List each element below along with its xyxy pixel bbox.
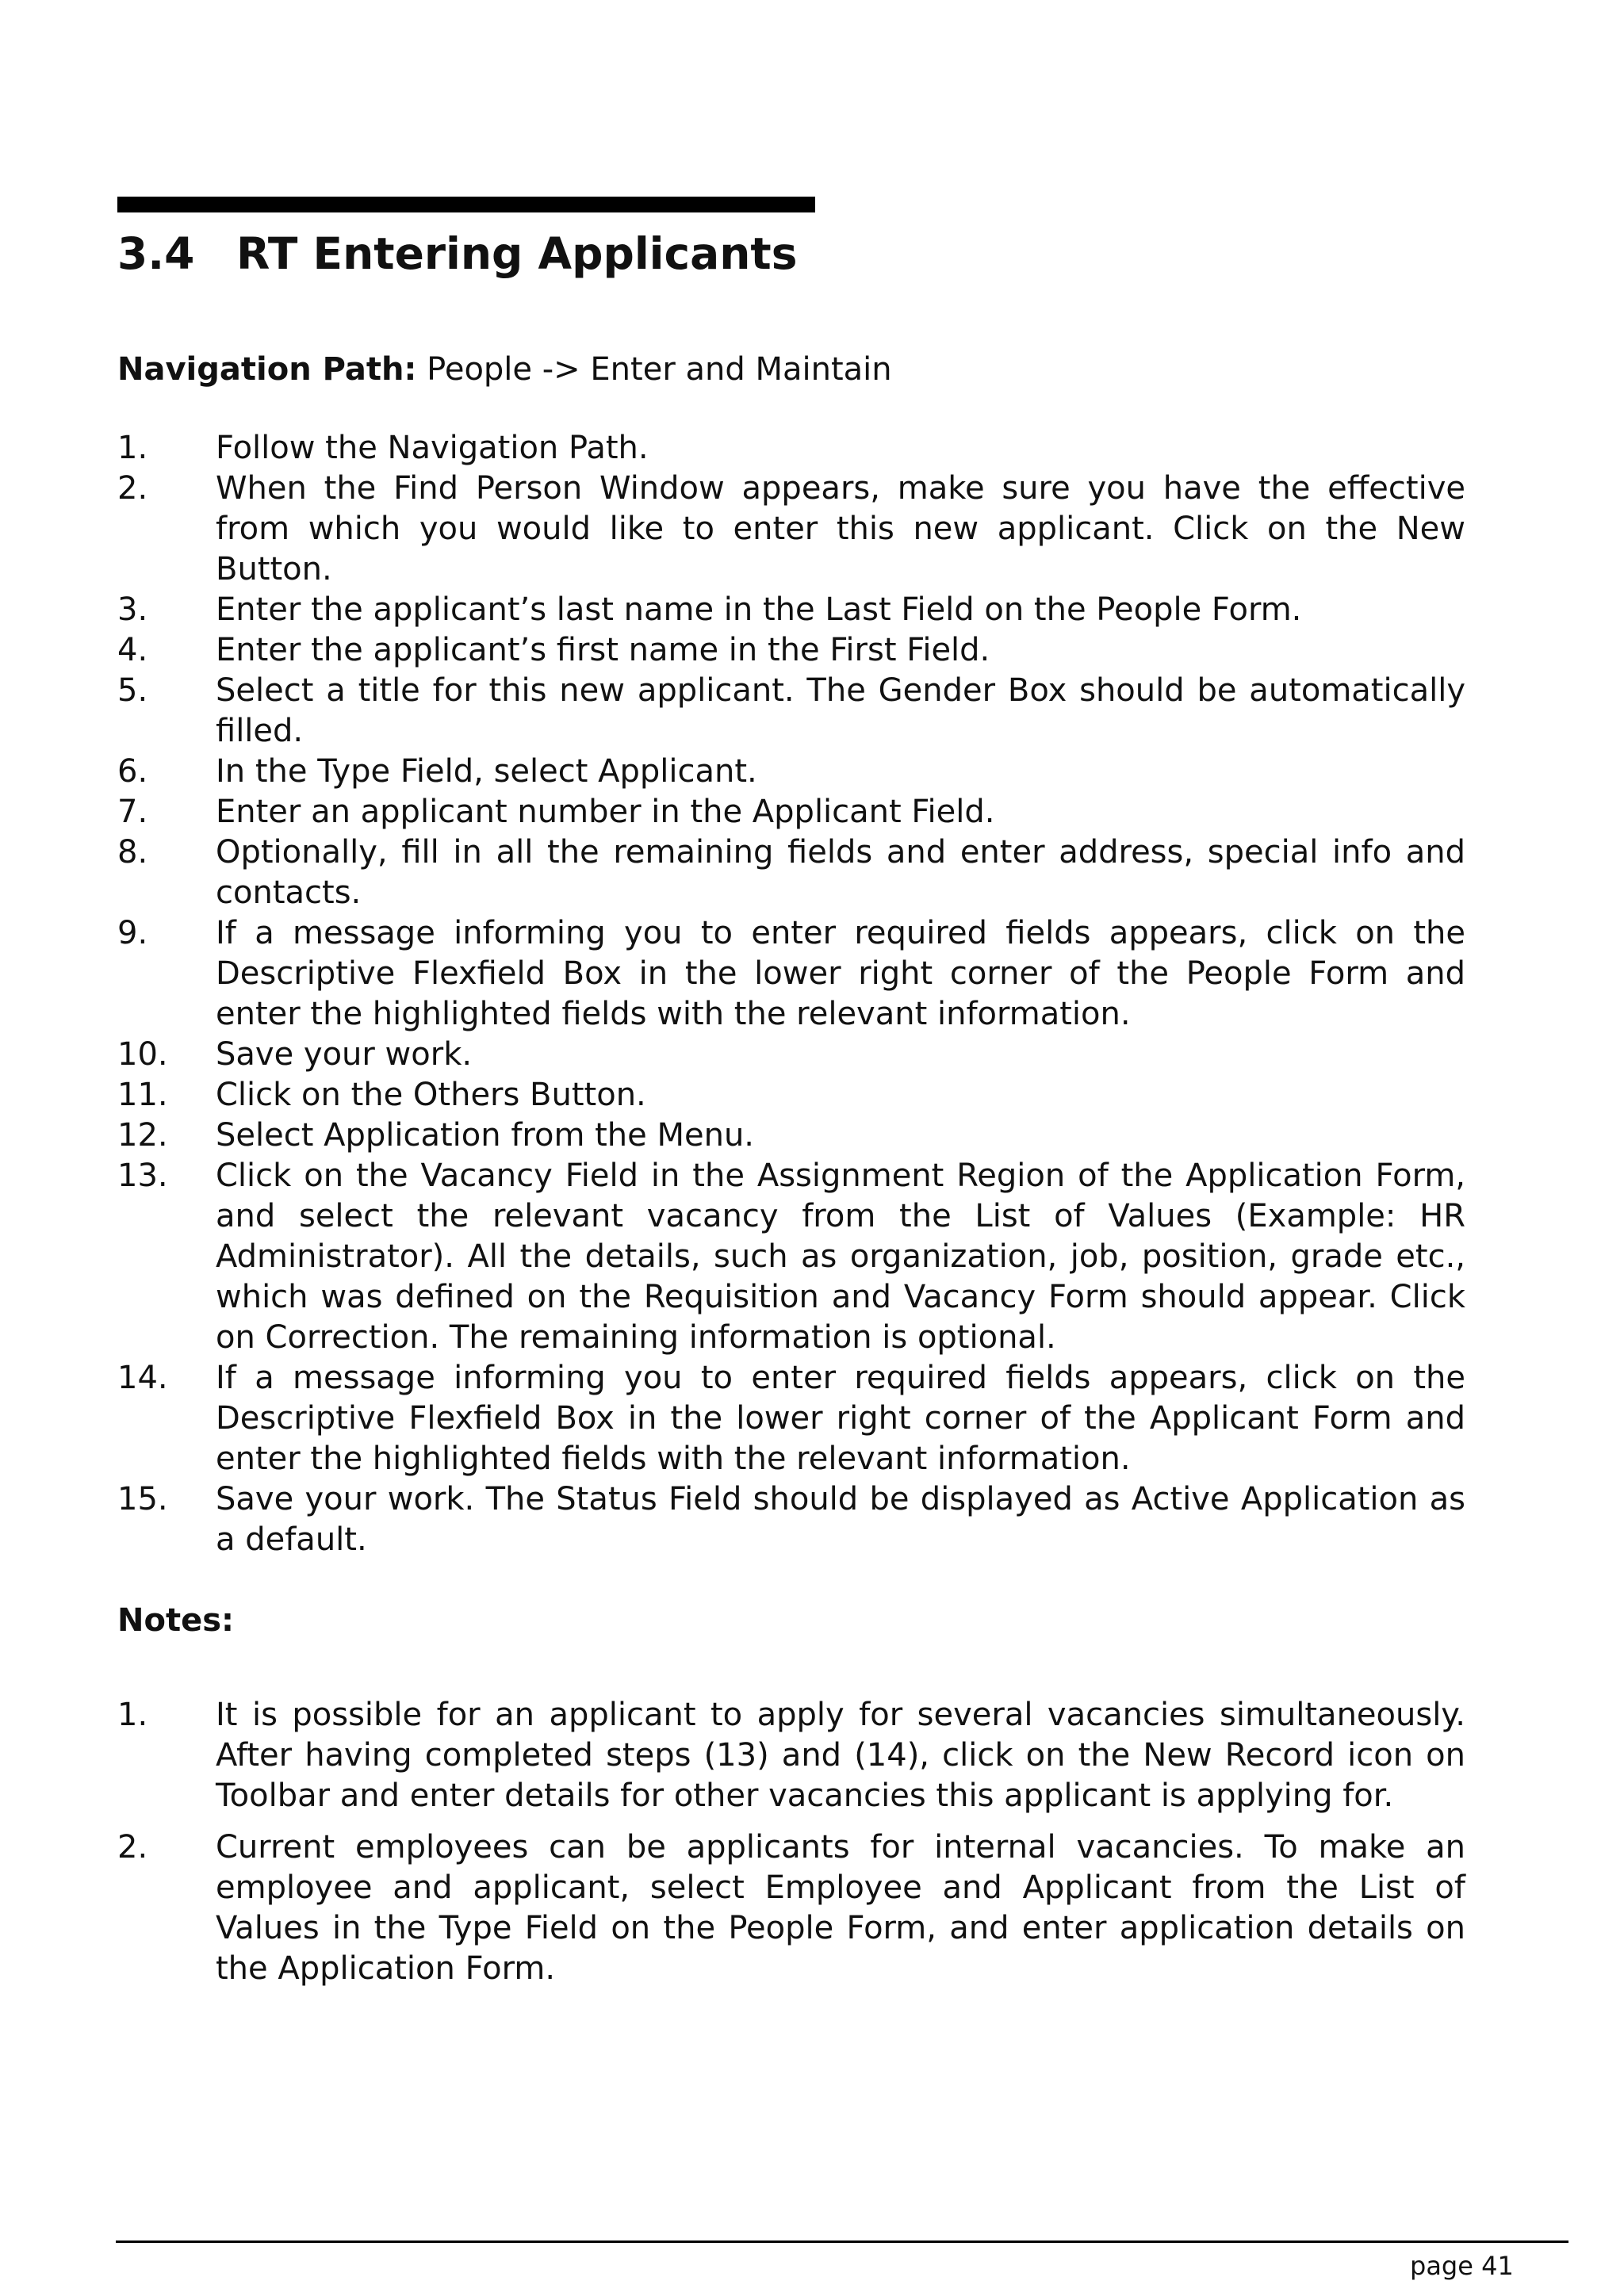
step-text: When the Find Person Window appears, make sure you have the effective from which you would like to enter this new applicant. Click on the New Button. — [216, 470, 1465, 587]
step-item — [117, 1156, 1465, 1358]
step-number: 11. — [117, 1077, 168, 1113]
step-number: 15. — [117, 1481, 168, 1517]
step-item — [117, 752, 1465, 792]
step-text: If a message informing you to enter required fields appears, click on the Descriptive Flexfield Box in the lower right corner of the Applicant Form and enter the highlighted fields with the relevant information. — [216, 1360, 1465, 1477]
step-text: Click on the Vacancy Field in the Assignment Region of the Application Form, and select the relevant vacancy from the List of Values (Example: HR Administrator). All the details, such as organization, job, position, grade etc., which was defined on the Requisition and Vacancy Form should appear. Click on Correction. The remaining information is optional. — [216, 1158, 1465, 1356]
step-text: Select a title for this new applicant. The Gender Box should be automatically filled. — [216, 672, 1465, 749]
step-item — [117, 1115, 1465, 1156]
step-text: Follow the Navigation Path. — [216, 430, 649, 466]
steps-list — [117, 428, 1465, 1560]
step-number: 13. — [117, 1158, 168, 1194]
section-top-rule — [117, 197, 815, 212]
step-item — [117, 1358, 1465, 1479]
step-item — [117, 671, 1465, 752]
step-number: 4. — [117, 632, 148, 668]
step-number: 10. — [117, 1036, 168, 1073]
step-number: 3. — [117, 591, 148, 628]
note-text: Current employees can be applicants for internal vacancies. To make an employee and applicant, select Employee and Applicant from the List of Values in the Type Field on the People Form, and enter application details on the Application Form. — [216, 1829, 1465, 1987]
step-number: 7. — [117, 794, 148, 830]
step-item — [117, 590, 1465, 630]
step-text: Enter the applicant’s first name in the First Field. — [216, 632, 990, 668]
note-item — [117, 1695, 1465, 1816]
step-item — [117, 469, 1465, 590]
step-number: 9. — [117, 915, 148, 951]
navigation-path — [117, 349, 892, 390]
step-item — [117, 1075, 1465, 1115]
note-number: 2. — [117, 1829, 148, 1866]
step-item — [117, 913, 1465, 1035]
step-item — [117, 1479, 1465, 1560]
step-text: If a message informing you to enter required fields appears, click on the Descriptive Flexfield Box in the lower right corner of the People Form and enter the highlighted fields with the relevant information. — [216, 915, 1465, 1032]
step-number: 2. — [117, 470, 148, 507]
step-text: Enter the applicant’s last name in the Last Field on the People Form. — [216, 591, 1302, 628]
step-text: Optionally, fill in all the remaining fields and enter address, special info and contacts. — [216, 834, 1465, 911]
step-item — [117, 630, 1465, 671]
step-item — [117, 832, 1465, 913]
notes-heading: Notes: — [117, 1602, 235, 1639]
step-text: Click on the Others Button. — [216, 1077, 646, 1113]
note-number: 1. — [117, 1697, 148, 1733]
step-number: 12. — [117, 1117, 168, 1154]
note-item — [117, 1827, 1465, 1989]
step-item — [117, 428, 1465, 469]
step-item — [117, 1035, 1465, 1075]
notes-list — [117, 1695, 1465, 2000]
step-text: Save your work. The Status Field should be displayed as Active Application as a default. — [216, 1481, 1465, 1558]
note-text: It is possible for an applicant to apply for several vacancies simultaneously. After having completed steps (13) and (14), click on the New Record icon on Toolbar and enter details for other vacancies this applicant is applying for. — [216, 1697, 1465, 1814]
section-title-text: RT Entering Applicants — [236, 228, 798, 279]
footer-rule — [116, 2241, 1568, 2243]
step-number: 1. — [117, 430, 148, 466]
section-title — [117, 224, 797, 284]
section-number: 3.4 — [117, 228, 195, 279]
step-text: In the Type Field, select Applicant. — [216, 753, 757, 790]
step-number: 5. — [117, 672, 148, 709]
step-item — [117, 792, 1465, 832]
page-number: page 41 — [1410, 2251, 1514, 2281]
step-text: Save your work. — [216, 1036, 473, 1073]
navigation-path-value: People -> Enter and Maintain — [427, 351, 892, 388]
step-number: 6. — [117, 753, 148, 790]
navigation-path-label: Navigation Path: — [117, 351, 417, 388]
step-text: Enter an applicant number in the Applicant Field. — [216, 794, 995, 830]
step-text: Select Application from the Menu. — [216, 1117, 755, 1154]
step-number: 8. — [117, 834, 148, 871]
step-number: 14. — [117, 1360, 168, 1396]
